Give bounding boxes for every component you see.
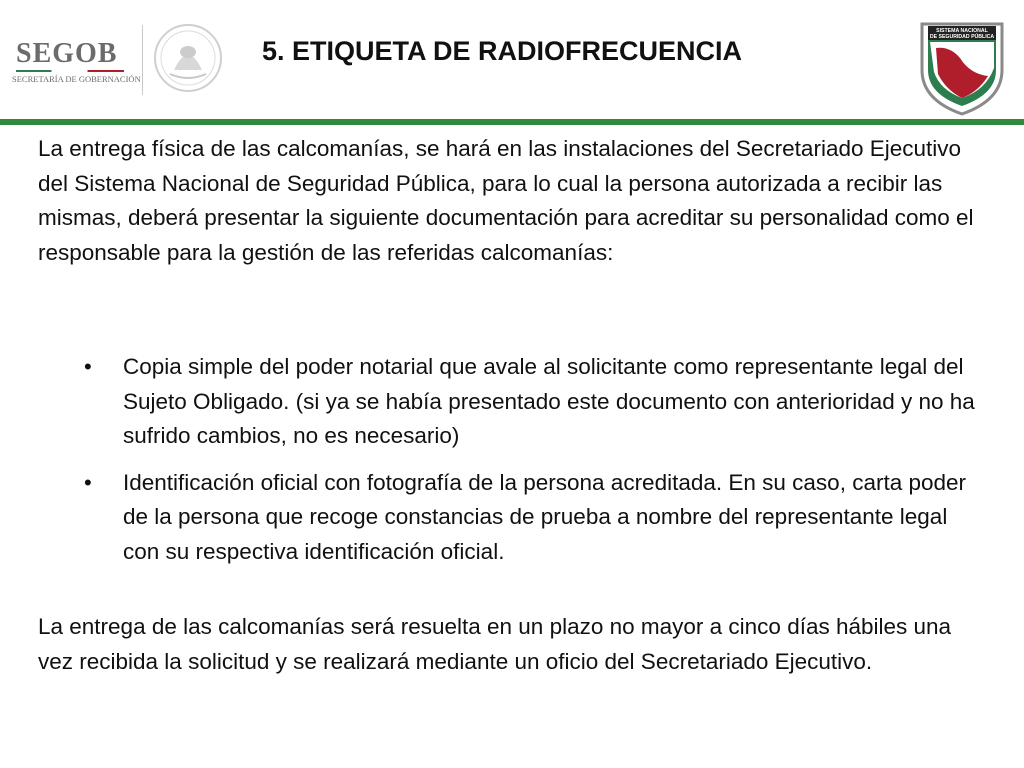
bullet-icon: •	[84, 354, 92, 379]
segob-logo-text: SEGOB	[16, 38, 118, 69]
logo-divider	[142, 25, 143, 95]
mexico-coat-of-arms-icon	[152, 18, 224, 98]
intro-paragraph: La entrega física de las calcomanías, se hará en las instalaciones del Secretariado Ejecutivo del Sistema Nacional de Seguridad Pública, para lo cual la persona autorizada a recibir las mismas, deberá presentar la siguiente documentación para acreditar su personalidad como el responsable para la gestión de las referidas calcomanías:	[38, 136, 974, 265]
badge-line1: SISTEMA NACIONAL	[936, 28, 988, 34]
badge-line2: DE SEGURIDAD PÚBLICA	[929, 34, 995, 40]
page-title: 5. ETIQUETA DE RADIOFRECUENCIA	[262, 36, 743, 66]
segob-tricolor-line	[16, 70, 124, 72]
sesnsp-shield-icon	[916, 18, 1008, 118]
list-item	[38, 466, 978, 570]
closing-paragraph: La entrega de las calcomanías será resuelta en un plazo no mayor a cinco días hábiles una vez recibida la solicitud y se realizará mediante un oficio del Secretariado Ejecutivo.	[38, 614, 952, 674]
segob-subtitle: SECRETARÍA DE GOBERNACIÓN	[12, 74, 141, 84]
bullet-text: Copia simple del poder notarial que avale al solicitante como representante legal del Sujeto Obligado. (si ya se había presentado este documento con anterioridad y no ha sufrido cambios, no es necesario)	[123, 354, 975, 448]
bullet-text: Identificación oficial con fotografía de la persona acreditada. En su caso, carta poder de la persona que recoge constancias de prueba a nombre del representante legal con su respectiva identificación oficial.	[123, 469, 967, 564]
header-green-rule	[0, 119, 1024, 125]
slide-header	[0, 0, 1024, 120]
requirements-list	[38, 350, 978, 581]
bullet-icon: •	[84, 469, 92, 495]
segob-logo	[8, 30, 141, 90]
list-item	[38, 350, 978, 454]
